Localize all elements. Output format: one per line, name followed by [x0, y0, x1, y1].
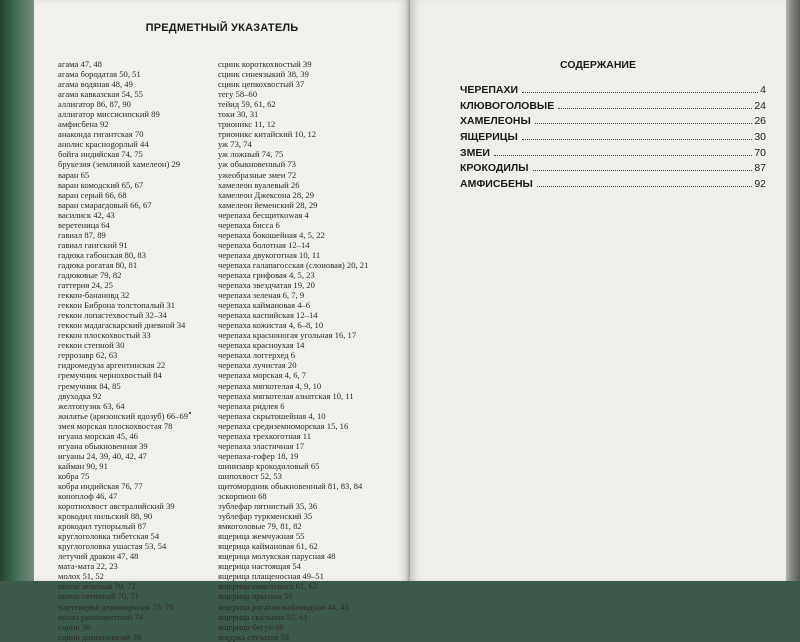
index-entry: черепаха галапагосская (слоновая) 20, 21 — [218, 259, 369, 270]
contents-page — [410, 0, 786, 581]
contents-row[interactable] — [460, 100, 766, 116]
index-entry: аллигатор 86, 87, 90 — [58, 99, 131, 110]
contents-title: СОДЕРЖАНИЕ — [560, 59, 636, 71]
index-entry: хамелеон йеменский 28, 29 — [218, 199, 318, 210]
index-entry: трионикс китайский 10, 12 — [218, 129, 317, 140]
print-speck — [189, 412, 191, 414]
index-entry: черепаха морская 4, 6, 7 — [218, 370, 307, 381]
contents-leader-dots — [535, 123, 753, 124]
contents-leader-dots — [533, 170, 753, 171]
index-entry: черепаха эластичная 17 — [218, 440, 305, 451]
contents-leader-dots — [522, 139, 753, 140]
index-entry: хамелеон Джексона 28, 29 — [218, 189, 315, 200]
book-edge-left — [0, 0, 36, 581]
index-entry: агама водяная 48, 49 — [58, 79, 133, 90]
index-entry: мата-мата 22, 23 — [58, 561, 118, 572]
contents-label: ХАМЕЛЕОНЫ — [460, 115, 531, 128]
index-entry: коноплоф 46, 47 — [58, 491, 118, 502]
contents-label: КРОКОДИЛЫ — [460, 162, 529, 175]
index-entry: черепаха болотная 12–14 — [218, 239, 310, 250]
contents-list — [460, 84, 766, 194]
index-title: ПРЕДМЕТНЫЙ УКАЗАТЕЛЬ — [145, 22, 299, 34]
index-entry: ужеобразные змеи 72 — [218, 169, 297, 180]
contents-page-number: 70 — [754, 146, 766, 159]
index-entry: ящерица скальная 57, 61 — [218, 611, 308, 622]
index-entry: эублефар пятнистый 35, 36 — [218, 501, 318, 512]
index-entry: ящерица жемчужная 55 — [218, 531, 305, 542]
index-entry: летучий дракон 47, 48 — [58, 551, 139, 562]
index-entry: черепаха красноногая угольная 16, 17 — [218, 330, 357, 341]
index-entry: агама 47, 48 — [58, 59, 102, 69]
index-entry: кобра индийская 76, 77 — [58, 480, 143, 491]
index-entry: желтопузик 63, 64 — [58, 400, 125, 411]
index-entry: аллигатор миссисипский 89 — [58, 109, 160, 120]
index-entry: ящерица молукская парусная 48 — [218, 551, 336, 562]
index-entry: анаконда гигантская 70 — [58, 129, 144, 140]
index-entry: щитомордник обыкновенный 81, 83, 84 — [218, 480, 363, 491]
index-entry: игуаны 24, 39, 40, 42, 47 — [58, 450, 147, 461]
book-edge-right — [784, 0, 800, 581]
index-entry: питон зеленый 70, 72 — [58, 581, 136, 592]
index-entry: варан комодский 65, 67 — [58, 179, 144, 190]
index-entry: черепаха звездчатая 19, 20 — [218, 280, 315, 291]
contents-leader-dots — [537, 186, 752, 187]
index-entry: василиск 42, 43 — [58, 209, 115, 220]
index-entry: черепаха бесщиткowая 4 — [218, 209, 309, 220]
index-entry: сцинк длинноногий 39 — [58, 631, 142, 642]
contents-label: ЧЕРЕПАХИ — [460, 84, 519, 96]
index-entry: черепаха красноухая 14 — [218, 340, 305, 351]
index-entry: шинизавр крокодиловый 65 — [218, 460, 320, 471]
contents-label: ЗМЕИ — [460, 146, 490, 159]
index-entry: агама кавказская 54, 55 — [58, 89, 143, 100]
index-entry: тейид 59, 61, 62 — [218, 99, 276, 110]
index-entry: черепаха мягкотелая азиатская 10, 11 — [218, 390, 354, 401]
contents-label: КЛЮВОГОЛОВЫЕ — [460, 99, 555, 112]
index-entry: уж 73, 74 — [218, 139, 252, 150]
contents-row[interactable] — [460, 162, 766, 178]
index-entry: черепаха скрытошейная 4, 10 — [218, 410, 326, 421]
index-entry: полоз разноцветный 74 — [58, 611, 144, 622]
index-entry: черепаха грифовая 4, 5, 23 — [218, 269, 315, 280]
index-entry: тегу 58–60 — [218, 89, 258, 100]
contents-row[interactable] — [460, 131, 766, 147]
index-entry: черепаха зеленая 6, 7, 9 — [218, 290, 305, 301]
contents-page-number: 92 — [754, 178, 766, 191]
index-entry: сцинк синеязыкий 38, 39 — [218, 69, 309, 80]
index-entry: гадюка габонская 80, 83 — [58, 249, 147, 260]
index-entry: брукезия (земляной хамелеон) 29 — [58, 159, 181, 170]
index-entry: питон сетчатый 70, 71 — [58, 591, 140, 602]
index-entry: ямкоголовые 79, 81, 82 — [218, 521, 302, 532]
index-entry: гидромедуза аргентинская 22 — [58, 360, 166, 371]
index-entry: сцинк цепкохвостый 37 — [218, 79, 305, 90]
index-entry: ящерица настоящая 54 — [218, 561, 301, 572]
index-column-2 — [218, 59, 368, 642]
index-entry: геккон плоскохвостый 33 — [58, 330, 151, 341]
index-entry: хамелеон вуалевый 26 — [218, 179, 300, 190]
index-column-1 — [58, 59, 188, 642]
index-entry: круглоголовка ушастая 53, 54 — [58, 541, 167, 552]
index-entry: эскорпион 68 — [218, 491, 267, 502]
index-entry: веретеница 64 — [58, 219, 110, 230]
index-entry: геккон степной 30 — [58, 340, 125, 351]
contents-row[interactable] — [460, 147, 766, 163]
index-page — [34, 0, 410, 642]
index-entry: анолис краснogорлый 44 — [58, 139, 149, 150]
index-entry: гаттерия 24, 25 — [58, 280, 113, 291]
index-entry: кайман 90, 91 — [58, 460, 108, 471]
index-entry: эублефар туркменский 35 — [218, 511, 313, 522]
index-entry: черепаха бисса 6 — [218, 219, 280, 230]
contents-row[interactable] — [460, 178, 766, 194]
index-entry: гавиал гангский 91 — [58, 239, 128, 250]
index-entry: змея морская плоскохвостая 78 — [58, 420, 173, 431]
contents-row[interactable] — [460, 84, 766, 100]
contents-label: ЯЩЕРИЦЫ — [460, 131, 518, 144]
index-entry: агама бородатая 50, 51 — [58, 69, 141, 80]
index-entry: игуана морская 45, 46 — [58, 430, 138, 441]
index-entry: сцинк 36 — [58, 621, 91, 632]
contents-page-number: 30 — [754, 131, 766, 144]
index-entry: кобра 75 — [58, 470, 90, 481]
index-entry: черепаха трехкоготная 11 — [218, 430, 312, 441]
index-entry: плетевидка длиннорылая 75, 76 — [58, 601, 174, 612]
contents-page-number: 4 — [760, 84, 766, 96]
contents-label: АМФИСБЕНЫ — [460, 178, 533, 191]
index-entry: круглоголовка тибетская 54 — [58, 531, 160, 542]
contents-leader-dots — [558, 108, 752, 109]
index-entry: геррозавр 62, 63 — [58, 350, 118, 361]
index-entry: гавиал 87, 89 — [58, 229, 106, 240]
index-entry: черепаха-гофер 18, 19 — [218, 450, 299, 461]
index-entry: черепаха кожистая 4, 6–8, 10 — [218, 320, 324, 331]
index-entry: амфисбена 92 — [58, 119, 109, 130]
index-entry: варан серый 66, 68 — [58, 189, 127, 200]
index-entry: коротнохвост австралийский 39 — [58, 501, 175, 512]
index-entry: молох 51, 52 — [58, 571, 104, 582]
index-entry: бойга индийская 74, 75 — [58, 149, 143, 160]
index-entry: геккон Биброна толстопалый 31 — [58, 300, 176, 311]
index-entry: черепаха бокошейная 4, 5, 22 — [218, 229, 325, 240]
index-entry: крокодил нильский 88, 90 — [58, 511, 153, 522]
index-entry: уж обыкновенный 73 — [218, 159, 296, 170]
index-entry: варан 65 — [58, 169, 90, 180]
index-entry: уж ложный 74, 75 — [218, 149, 284, 160]
contents-row[interactable] — [460, 115, 766, 131]
index-entry: ящерица-поясохвост 61, 62 — [218, 581, 318, 592]
index-entry: черепаха каспийская 12–14 — [218, 310, 318, 321]
index-entry: сцинк короткохвостый 39 — [218, 59, 312, 69]
contents-leader-dots — [494, 155, 752, 156]
index-entry: геккон лопастехвостый 32–34 — [58, 310, 167, 321]
index-entry: ящерица рогатая жабовидная 44, 45 — [218, 601, 349, 612]
index-entry: черепаха лучистая 20 — [218, 360, 297, 371]
contents-page-number: 87 — [754, 162, 766, 175]
index-entry: ящерица-бегун 60 — [218, 621, 284, 632]
index-entry: крокодил тупорылый 87 — [58, 521, 147, 532]
index-entry: черепаха средиземноморская 15, 16 — [218, 420, 349, 431]
index-entry: шипохвост 52, 53 — [218, 470, 282, 481]
index-entry: игуана обыкновенная 39 — [58, 440, 148, 451]
contents-page-number: 24 — [754, 99, 766, 112]
index-entry: ящерица плащеносная 49–51 — [218, 571, 324, 582]
index-entry: черепаха каймановая 4–6 — [218, 300, 311, 311]
index-entry: ящерица прыткая 56 — [218, 591, 293, 602]
index-entry: гадюка рогатая 80, 81 — [58, 259, 138, 270]
index-entry: жилатье (аризонский ядозуб) 66–69 — [58, 410, 189, 421]
index-entry: гремучник чернохвостый 84 — [58, 370, 162, 381]
contents-leader-dots — [522, 92, 758, 93]
index-entry: двуходка 92 — [58, 390, 102, 401]
index-entry: варан смарагдовый 66, 67 — [58, 199, 152, 210]
index-entry: черепаха логгерхед 6 — [218, 350, 296, 361]
index-entry: геккон мадагаскарский дневной 34 — [58, 320, 186, 331]
index-entry: черепаха ридлея 6 — [218, 400, 285, 411]
index-entry: ящерица каймановая 61, 62 — [218, 541, 318, 552]
index-entry: токи 30, 31 — [218, 109, 259, 120]
index-entry: геккон-банановд 32 — [58, 290, 130, 301]
index-entry: трионикс 11, 12 — [218, 119, 276, 130]
contents-page-number: 26 — [754, 115, 766, 128]
index-entry: гадюковые 79, 82 — [58, 269, 122, 280]
index-entry: черепаха мягкотелая 4, 9, 10 — [218, 380, 322, 391]
index-entry: ящурка сетчатая 58 — [218, 631, 289, 642]
index-entry: гремучник 84, 85 — [58, 380, 121, 391]
index-entry: черепаха двукоготная 10, 11 — [218, 249, 321, 260]
